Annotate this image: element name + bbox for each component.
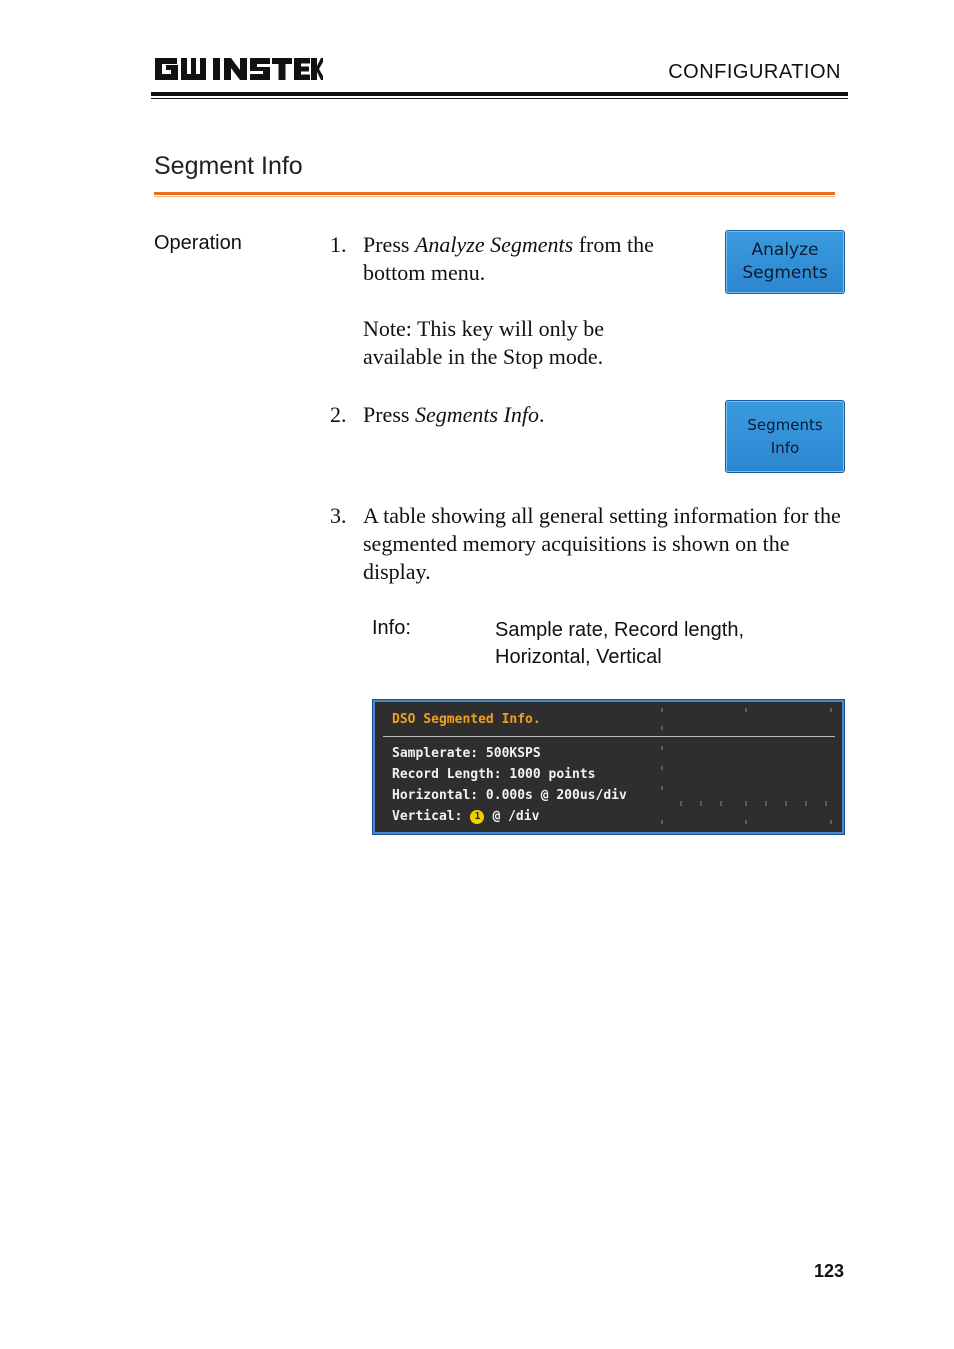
graticule-dots	[661, 700, 841, 834]
section-underline-shadow	[154, 196, 835, 197]
channel-1-icon: 1	[470, 810, 484, 824]
vertical-line	[392, 809, 539, 824]
chapter-title: CONFIGURATION	[668, 61, 841, 83]
softkey-label-line1: Analyze	[751, 240, 819, 260]
step-3-text: A table showing all general setting information for the segmented memory acquisitions is shown on the display.	[363, 503, 841, 584]
vertical-label: Vertical:	[392, 809, 463, 824]
step-2-key: Segments Info	[414, 402, 539, 427]
step-number: 3.	[330, 503, 347, 528]
step-2-pre: Press	[363, 402, 415, 427]
softkey-label-line1: Segments	[747, 415, 823, 434]
info-label: Info:	[372, 617, 411, 639]
segmented-info-screen	[372, 699, 845, 835]
step-1-pre: Press	[363, 232, 415, 257]
section-underline	[154, 192, 835, 195]
step-1-key: Analyze Segments	[414, 232, 574, 257]
step-1-note: Note: This key will only be available in the Stop mode.	[363, 316, 604, 369]
step-1-post: from the bottom menu.	[363, 232, 654, 285]
gw-instek-logo	[153, 55, 323, 83]
analyze-segments-softkey[interactable]	[725, 230, 845, 294]
page-number: 123	[813, 1261, 844, 1281]
screen-divider	[383, 736, 835, 737]
segments-info-softkey[interactable]	[725, 400, 845, 473]
samplerate-line: Samplerate: 500KSPS	[392, 746, 541, 761]
step-1-text	[363, 231, 708, 287]
step-number: 1.	[330, 232, 347, 257]
record-length-line: Record Length: 1000 points	[392, 767, 596, 782]
header-rule	[151, 92, 848, 96]
horizontal-line: Horizontal: 0.000s @ 200us/div	[392, 788, 627, 803]
step-2-text	[363, 401, 708, 429]
step-2-post: .	[538, 402, 545, 427]
info-value: Sample rate, Record length, Horizontal, Vertical	[495, 619, 745, 668]
header-rule-thin	[151, 98, 848, 99]
softkey-label-line2: Info	[770, 438, 800, 457]
step-number: 2.	[330, 402, 347, 427]
operation-label: Operation	[154, 232, 242, 254]
screen-title: DSO Segmented Info.	[392, 712, 541, 727]
vertical-value: @ /div	[492, 809, 540, 824]
softkey-label-line2: Segments	[742, 263, 828, 283]
section-title: Segment Info	[154, 152, 303, 180]
